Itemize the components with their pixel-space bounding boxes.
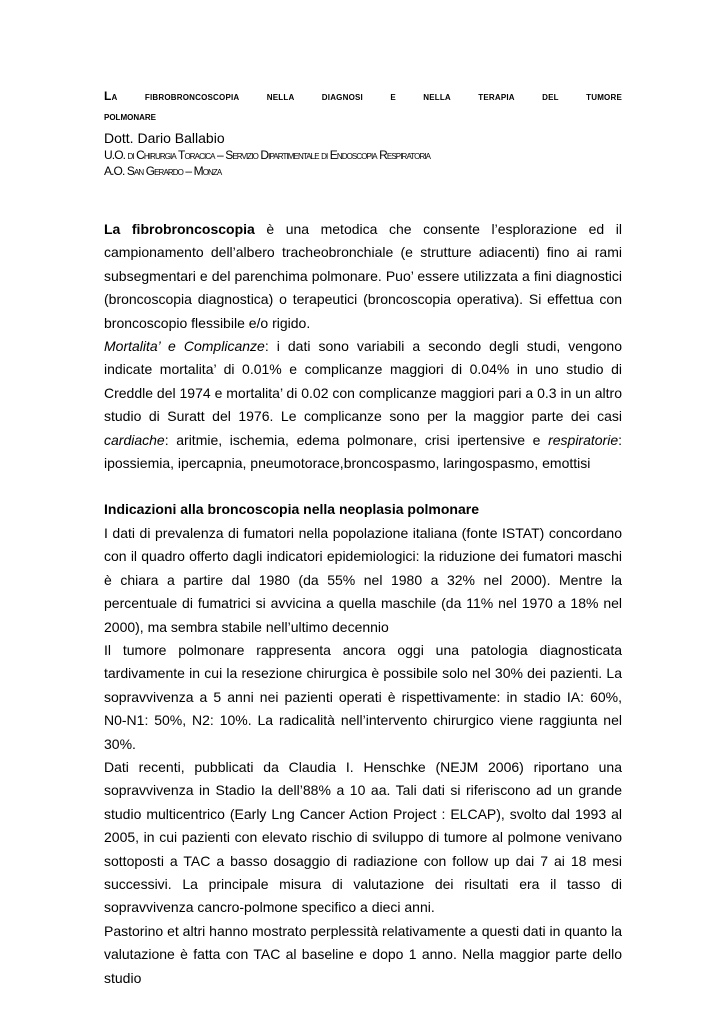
complications-paragraph	[104, 335, 622, 475]
document-title: La fibrobroncoscopia nella diagnosi e nella terapia del tumore	[104, 89, 622, 103]
intro-section	[104, 218, 622, 475]
complications-label: Mortalita’ e Complicanze	[104, 338, 265, 355]
document-title-continued: polmonare	[104, 109, 156, 123]
complications-text-3: : ipossiemia, ipercapnia, pneumotorace,broncospasmo, laringospasmo, emottisi	[104, 431, 622, 472]
intro-paragraph	[104, 218, 622, 335]
affiliation-department: U.O. di Chirurgia Toracica – Servizio Dipartimentale di Endoscopia Respiratoria	[104, 148, 431, 162]
respiratorie-term: respiratorie	[548, 431, 619, 448]
complications-text-2: : aritmie, ischemia, edema polmonare, crisi ipertensive e	[164, 431, 549, 448]
affiliation-hospital: A.O. San Gerardo – Monza	[104, 164, 222, 178]
pastorino-paragraph: Pastorino et altri hanno mostrato perplessità relativamente a questi dati in quanto la valutazione è fatta con TAC al baseline e dopo 1 anno. Nella maggior parte dello studio	[104, 922, 622, 986]
section-heading: Indicazioni alla broncoscopia nella neoplasia polmonare	[104, 501, 479, 518]
author-name: Dott. Dario Ballabio	[104, 130, 225, 146]
indications-section	[104, 522, 622, 990]
smokers-paragraph: I dati di prevalenza di fumatori nella popolazione italiana (fonte ISTAT) concordano con il quadro offerto dagli indicatori epidemiologici: la riduzione dei fumatori maschi è chiara a partire dal 1980 (da 55% nel 1980 a 32% nel 2000). Mentre la percentuale di fumatrici si avvicina a quella maschile (da 11% nel 1970 a 18% nel 2000), ma sembra stabile nell’ultimo decennio	[104, 524, 622, 635]
survival-paragraph: Il tumore polmonare rappresenta ancora oggi una patologia diagnosticata tardivamente in cui la resezione chirurgica è possibile solo nel 30% dei pazienti. La sopravvivenza a 5 anni nei pazienti operati è rispettivamente: in stadio IA: 60%, N0-N1: 50%, N2: 10%. La radicalità nell’intervento chirurgico viene raggiunta nel 30%.	[104, 641, 622, 752]
complications-text-1: : i dati sono variabili a secondo degli studi, vengono indicate mortalita’ di 0.01% e complicanze maggiori di 0.04% in uno studio di Creddle del 1974 e mortalita’ di 0.02 con complicanze maggiori pari a 0.3 in un altro studio di Suratt del 1976. Le complicanze sono per la maggior parte dei casi	[104, 338, 623, 425]
document-page	[104, 82, 622, 990]
cardiache-term: cardiache	[104, 431, 165, 448]
intro-text: è una metodica che consente l’esplorazione ed il campionamento dell’albero tracheobronchiale (e strutture adiacenti) fino ai rami subsegmentari e del parenchima polmonare. Puo’ essere utilizzata a fini diagnostici (broncoscopia diagnostica) o terapeutici (broncoscopia operativa). Si effettua con broncoscopio flessibile e/o rigido.	[104, 221, 622, 331]
intro-lead: La fibrobroncoscopia	[104, 221, 255, 237]
henschke-paragraph: Dati recenti, pubblicati da Claudia I. Henschke (NEJM 2006) riportano una sopravvivenza in Stadio Ia dell’88% a 10 aa. Tali dati si riferiscono ad un grande studio multicentrico (Early Lng Cancer Action Project : ELCAP), svolto dal 1993 al 2005, in cui pazienti con elevato rischio di sviluppo di tumore al polmone venivano sottoposti a TAC a basso dosaggio di radiazione con follow up dai 7 ai 18 mesi successivi. La principale misura di valutazione dei risultati era il tasso di sopravvivenza cancro-polmone specifico a dieci anni.	[104, 758, 622, 916]
